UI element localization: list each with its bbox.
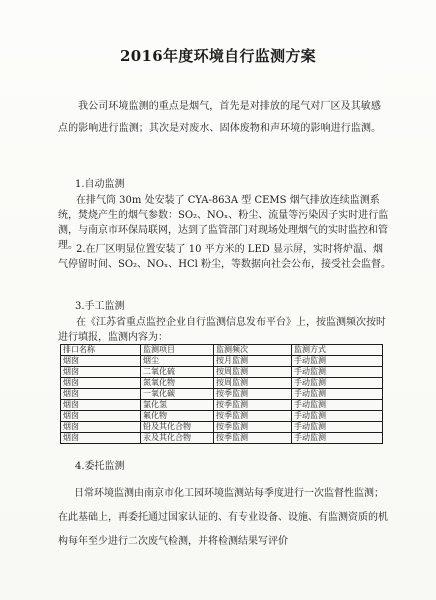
table-row [61, 411, 383, 422]
table-row [61, 378, 383, 389]
table-cell: 按季监测 [214, 433, 292, 444]
table-cell: 手动监测 [292, 433, 383, 444]
table-cell: 烟囱 [61, 400, 141, 411]
table-cell: 氯化氢 [141, 400, 214, 411]
intro-paragraph: 我公司环境监测的重点是烟气，首先是对排放的尾气对厂区及其敏感点的影响进行监测；其次是对废水、固体废物和声环境的影响进行监测。 [58, 101, 382, 134]
table-cell: 氮氧化物 [141, 378, 214, 389]
table-cell: 烟囱 [61, 411, 141, 422]
table-cell: 按季监测 [214, 411, 292, 422]
section-1-text: 在排气筒 30m 处安装了 CYA-863A 型 CEMS 烟气排放连续监测系统，焚烧产生的烟气参数：SO₂、NOₓ、粉尘、流量等污染因子实时进行监测，与南京市环保局联网，达到了监管部门对现场处理烟气的实时监控和管理。 [58, 195, 389, 251]
table-cell: 手动监测 [292, 356, 383, 367]
table-cell: 烟囱 [61, 356, 141, 367]
table-cell: 手动监测 [292, 389, 383, 400]
table-cell: 烟尘 [141, 356, 214, 367]
table-cell: 汞及其化合物 [141, 433, 214, 444]
table-cell: 烟囱 [61, 433, 141, 444]
table-cell: 按季监测 [214, 422, 292, 433]
table-row [61, 433, 383, 444]
section-1-title: 1.自动监测 [75, 179, 125, 190]
table-cell: 按季监测 [214, 400, 292, 411]
table-cell: 按周监测 [214, 378, 292, 389]
header-outlet-name: 排口名称 [61, 345, 141, 356]
table-cell: 手动监测 [292, 422, 383, 433]
header-monitoring-item: 监测项目 [141, 345, 214, 356]
table-cell: 烟囱 [61, 378, 141, 389]
table-cell: 手动监测 [292, 378, 383, 389]
table-cell: 烟囱 [61, 422, 141, 433]
table-cell: 手动监测 [292, 367, 383, 378]
table-cell: 手动监测 [292, 411, 383, 422]
table-cell: 手动监测 [292, 400, 383, 411]
table-cell: 氟化物 [141, 411, 214, 422]
section-3-title: 3.手工监测 [75, 301, 125, 312]
table-cell: 铅及其化合物 [141, 422, 214, 433]
table-cell: 烟囱 [61, 367, 141, 378]
table-row [61, 389, 383, 400]
table-row [61, 422, 383, 433]
header-frequency: 监测频次 [214, 345, 292, 356]
table-cell: 按周监测 [214, 367, 292, 378]
header-method: 监测方式 [292, 345, 383, 356]
table-cell: 按月监测 [214, 356, 292, 367]
section-4-title: 4.委托监测 [75, 461, 125, 472]
table-cell: 一氧化碳 [141, 389, 214, 400]
table-header-row [61, 345, 383, 356]
table-cell: 按季监测 [214, 389, 292, 400]
document-title: 2016年度环境自行监测方案 [120, 47, 316, 65]
monitoring-table-wrapper [60, 344, 382, 444]
monitoring-table [60, 344, 383, 444]
table-row [61, 356, 383, 367]
table-row [61, 367, 383, 378]
table-row [61, 400, 383, 411]
table-cell: 二氧化硫 [141, 367, 214, 378]
section-4-text: 日常环境监测由南京市化工园环境监测站每季度进行一次监督性监测；在此基础上，再委托通过国家认证的、有专业设备、设施、有监测资质的机构每年至少进行二次废气检测，并将检测结果写评价 [58, 488, 388, 547]
section-3-text: 在《江苏省重点监控企业自行监测信息发布平台》上，按监测频次按时进行填报，监测内容为： [58, 317, 386, 343]
section-2-text: 2.在厂区明显位置安装了 10 平方米的 LED 显示屏，实时将炉温、烟气停留时间、SO₂、NOₓ、HCl 粉尘，等数据向社会公布，接受社会监督。 [58, 244, 391, 270]
table-cell: 烟囱 [61, 389, 141, 400]
